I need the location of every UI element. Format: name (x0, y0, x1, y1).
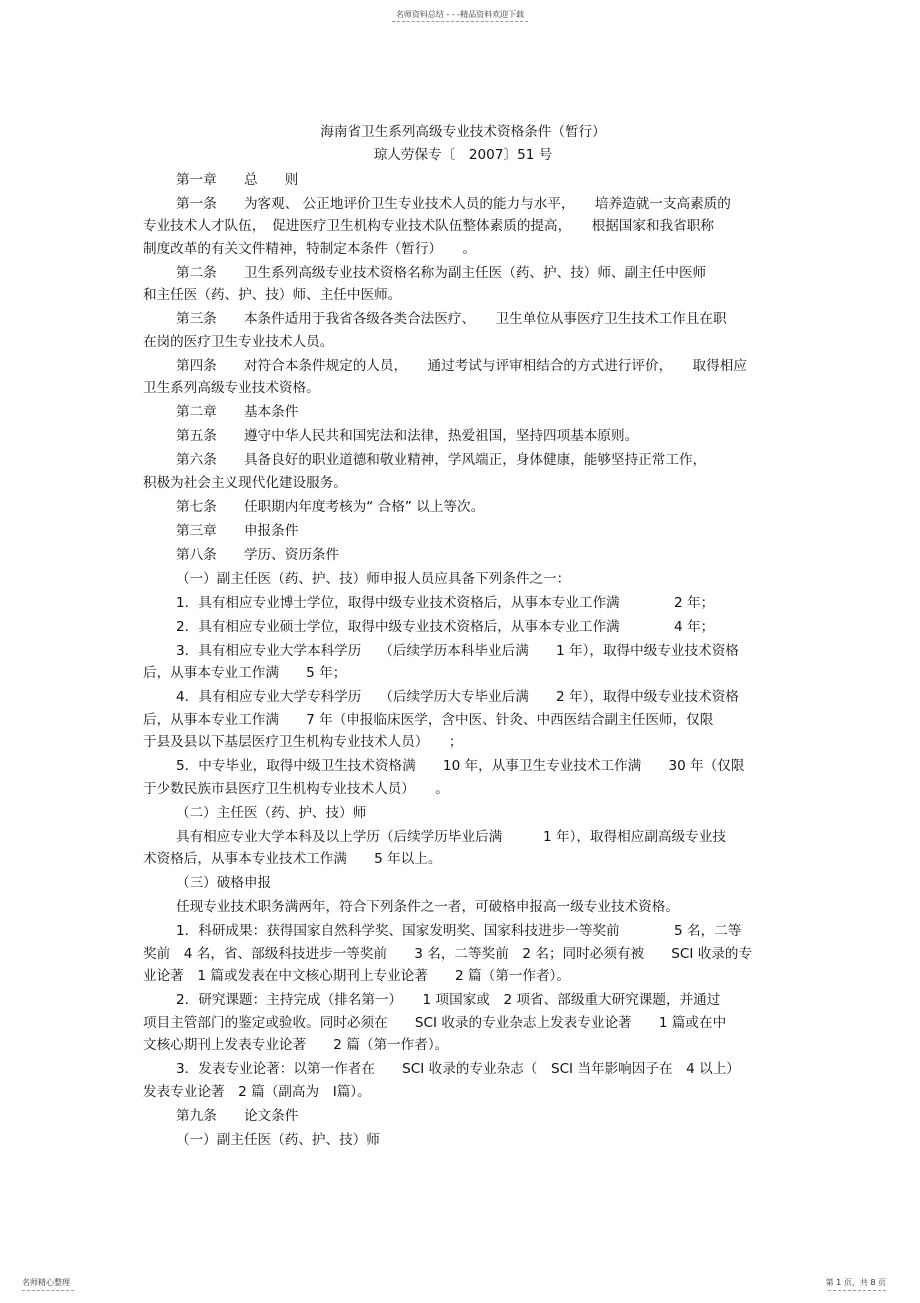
paragraph (143, 568, 783, 591)
paragraph-line: 第一章 总 则 (176, 171, 299, 188)
paragraph-line: 于县及县以下基层医疗卫生机构专业技术人员） ； (143, 734, 463, 750)
paragraph-line: 2．具有相应专业硕士学位，取得中级专业技术资格后，从事本专业工作满 4 年； (176, 618, 715, 635)
paragraph-line: 第二章 基本条件 (176, 404, 299, 420)
paragraph-line: 第六条 具备良好的职业道德和敬业精神，学风端正，身体健康，能够坚持正常工作， (176, 452, 707, 468)
paragraph-line: （二）主任医（药、护、技）师 (176, 804, 367, 821)
paragraph (143, 640, 783, 685)
paragraph (143, 826, 783, 871)
paragraph-line: 业论著 1 篇或发表在中文核心期刊上专业论著 2 篇（第一作者）。 (143, 968, 570, 984)
paragraph-line: 和主任医（药、护、技）师、主任中医师。 (143, 287, 402, 303)
paragraph-line: 后，从事本专业工作满 7 年（申报临床医学，含中医、针灸、中西医结合副主任医师，仅限 (143, 711, 714, 728)
paragraph (143, 262, 783, 307)
paragraph-line: （三）破格申报 (176, 875, 272, 891)
paragraph-line: 第一条 为客观、 公正地评价卫生专业技术人员的能力与水平， 培养造就一支高素质的 (176, 195, 731, 212)
document-title: 海南省卫生系列高级专业技术资格条件（暂行） (320, 124, 606, 140)
paragraph-line: （一）副主任医（药、护、技）师申报人员应具备下列条件之一： (176, 570, 571, 587)
document-number: 琼人劳保专〔 2007〕51 号 (373, 147, 553, 163)
paragraph-line: 2．研究课题：主持完成（排名第一） 1 项国家或 2 项省、部级重大研究课题，并通过 (176, 992, 721, 1008)
paragraph-line: 第九条 论文条件 (176, 1107, 299, 1124)
paragraph (143, 1129, 783, 1152)
paragraph-line: 于少数民族市县医疗卫生机构专业技术人员） 。 (143, 780, 449, 797)
paragraph-line: 第二条 卫生系列高级专业技术资格名称为副主任医（药、护、技）师、副主任中医师 (176, 264, 707, 281)
paragraph (143, 193, 783, 261)
paragraph (143, 1105, 783, 1128)
paragraph-list (143, 169, 783, 1152)
paragraph (143, 872, 783, 895)
paragraph-line: 奖前 4 名，省、部级科技进步一等奖前 3 名，二等奖前 2 名；同时必须有被 SCI 收录的专 (143, 945, 753, 962)
footer-right-divider (828, 1290, 886, 1291)
paragraph-line: 第三章 申报条件 (176, 522, 299, 539)
paragraph-line: 制度改革的有关文件精神，特制定本条件（暂行） 。 (143, 240, 477, 257)
paragraph (143, 308, 783, 353)
paragraph-line: 第三条 本条件适用于我省各级各类合法医疗、 卫生单位从事医疗卫生技术工作且在职 (176, 311, 727, 327)
page-number: 第 1 页，共 8 页 (825, 1278, 886, 1287)
footer-left-divider (22, 1290, 74, 1291)
paragraph-line: 3．具有相应专业大学本科学历 （后续学历本科毕业后满 1 年），取得中级专业技术资格 (176, 642, 739, 659)
paragraph-line: 5．中专毕业，取得中级卫生技术资格满 10 年，从事卫生专业技术工作满 30 年（仅限 (176, 758, 745, 774)
paragraph-line: 第四条 对符合本条件规定的人员， 通过考试与评审相结合的方式进行评价， 取得相应 (176, 357, 747, 374)
paragraph-line: 任现专业技术职务满两年，符合下列条件之一者，可破格申报高一级专业技术资格。 (176, 899, 679, 915)
footer-left: 名师精心整理 (22, 1278, 70, 1287)
paragraph (143, 401, 783, 424)
paragraph (143, 920, 783, 988)
paragraph (143, 755, 783, 800)
paragraph-line: 积极为社会主义现代化建设服务。 (143, 474, 347, 491)
paragraph (143, 592, 783, 615)
paragraph-line: 3．发表专业论著：以第一作者在 SCI 收录的专业杂志（ SCI 当年影响因子在 4 以上） (176, 1061, 740, 1077)
paragraph (143, 520, 783, 543)
paragraph-line: 术资格后，从事本专业技术工作满 5 年以上。 (143, 851, 442, 867)
paragraph (143, 169, 783, 192)
paragraph-line: 发表专业论著 2 篇（副高为 Ⅰ篇）。 (143, 1083, 371, 1100)
paragraph-line: 1．科研成果：获得国家自然科学奖、国家发明奖、国家科技进步一等奖前 5 名，二等 (176, 923, 742, 939)
paragraph-line: （一）副主任医（药、护、技）师 (176, 1131, 380, 1148)
paragraph (143, 1058, 783, 1103)
paragraph-line: 第五条 遵守中华人民共和国宪法和法律，热爱祖国，坚持四项基本原则。 (176, 428, 639, 444)
paragraph-line: 卫生系列高级专业技术资格。 (143, 380, 320, 396)
paragraph-line: 4．具有相应专业大学专科学历 （后续学历大专毕业后满 2 年），取得中级专业技术资格 (176, 689, 739, 705)
paragraph (143, 544, 783, 567)
document-body (143, 121, 783, 1151)
paragraph (143, 355, 783, 400)
paragraph-line: 具有相应专业大学本科及以上学历（后续学历毕业后满 1 年），取得相应副高级专业技 (176, 828, 726, 845)
paragraph (143, 802, 783, 825)
paragraph-line: 1．具有相应专业博士学位，取得中级专业技术资格后，从事本专业工作满 2 年； (176, 594, 715, 611)
paragraph-line: 专业技术人才队伍， 促进医疗卫生机构专业技术队伍整体素质的提高， 根据国家和我省职称 (143, 218, 714, 234)
paragraph-line: 第八条 学历、资历条件 (176, 546, 340, 563)
paragraph-line: 第七条 任职期内年度考核为“ 合格” 以上等次。 (176, 498, 485, 515)
header-divider (392, 21, 528, 22)
paragraph-line: 在岗的医疗卫生专业技术人员。 (143, 333, 334, 350)
paragraph (143, 425, 783, 448)
paragraph (143, 496, 783, 519)
paragraph (143, 896, 783, 919)
paragraph-line: 文核心期刊上发表专业论著 2 篇（第一作者）。 (143, 1037, 449, 1053)
paragraph (143, 616, 783, 639)
paragraph (143, 989, 783, 1057)
page-header: 名师资料总结 - - -精品资料欢迎下载 (395, 10, 525, 19)
paragraph-line: 项目主管部门的鉴定或验收。同时必须在 SCI 收录的专业杂志上发表专业论著 1 篇或在中 (143, 1014, 727, 1031)
paragraph-line: 后，从事本专业工作满 5 年； (143, 665, 347, 681)
paragraph (143, 686, 783, 754)
paragraph (143, 449, 783, 494)
